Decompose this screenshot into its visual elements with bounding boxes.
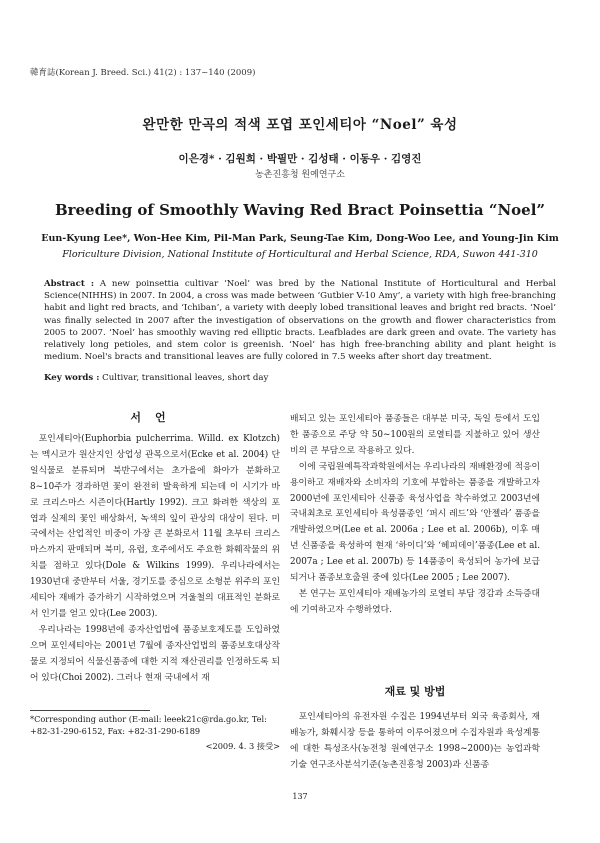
intro-paragraph: 우리나라는 1998년에 종자산업법에 품종보호제도를 도입하였으며 포인세티아는 2001년 7월에 종자산업법의 품종보호대상작물로 지정되어 식물신품종에 대한 지적 재산권리를 인정하도록 되어 있다(Choi 2002). 그러나 현재 국내에서 재 <box>30 624 280 683</box>
keywords-label: Key words : <box>44 373 100 383</box>
received-date: <2009. 4. 3 接受> <box>205 741 280 751</box>
right-paragraph: 이에 국립원예특작과학원에서는 우리나라의 재배환경에 적응이 용이하고 재배자와 소비자의 기호에 부합하는 품종을 개발하고자 2000년에 포인세티아 신품종 육성사업을 착수하였고 2003년에 국내최초로 포인세티아 육성품종인 ‘퍼시 레드’와 ‘안젤라’ 품종을 개발하였으며(Lee et al. 2006a ; Lee et al. 2006b), 이후 매년 신품종을 육성하여 현재 ‘하이디’와 ‘헤피데이’품종(Lee et al. 2007a ; Lee et al. 2007b) 등 14품종이 육성되어 농가에 보급되거나 품종보호출원 중에 있다(Lee 2005 ; Lee 2007). <box>290 461 540 584</box>
right-column <box>290 412 540 619</box>
right-paragraph: 본 연구는 포인세티아 재배농가의 로열티 부담 경감과 소득증대에 기여하고자 수행하였다. <box>290 588 540 615</box>
methods-heading: 재료 및 방법 <box>384 685 446 698</box>
methods-paragraph: 포인세티아의 유전자원 수집은 1994년부터 외국 육종회사, 재배농가, 화훼시장 등을 통하여 이루어졌으며 수집자원과 육성계통에 대한 특성조사(농전청 원예연구소 1998~2000)는 농업과학기술 연구조사분석기준(농촌진흥청 2003)과 신품종 <box>290 712 540 770</box>
abstract-text: A new poinsettia cultivar ‘Noel’ was bred by the National Institute of Horticultural and Herbal Science(NIHHS) in 2007. In 2004, a cross was made between ‘Gutbier V-10 Amy’, a variety with high free-branching habit and light red bracts, and ‘Ichiban’, a variety with deeply lobed transitional leaves and bright red bracts. ‘Noel’ was finally selected in 2007 after the investigation of observations on the growth and flower characteristics from 2005 to 2007. ‘Noel’ has smoothly waving red elliptic bracts. Leafblades are dark green and ovate. The variety has relatively long petioles, and stem color is greenish. ‘Noel’ has high free-branching ability and plant height is medium. Noel's bracts and transitional leaves are fully colored in 7.5 weeks after short day treatment. <box>44 279 556 363</box>
affiliation-english: Floriculture Division, National Institute of Horticultural and Herbal Science, RDA, Suwon 441-310 <box>62 249 538 260</box>
left-column <box>30 432 280 687</box>
title-english: Breeding of Smoothly Waving Red Bract Poinsettia “Noel” <box>54 201 546 219</box>
abstract <box>44 278 556 363</box>
footnote-corresponding-author: *Corresponding author (E-mail: leeek21c@rda.go.kr, Tel: +82-31-290-6152, Fax: +82-31-290-6189 <box>30 714 267 736</box>
keywords-text: Cultivar, transitional leaves, short day <box>99 373 269 383</box>
journal-reference: 韓育誌(Korean J. Breed. Sci.) 41(2) : 137~140 (2009) <box>30 68 256 78</box>
authors-english: Eun-Kyung Lee*, Won-Hee Kim, Pil-Man Park, Seung-Tae Kim, Dong-Woo Lee, and Young-Jin Kim <box>41 233 559 244</box>
page-number: 137 <box>292 792 308 801</box>
footnote-divider <box>30 710 150 711</box>
intro-heading: 서언 <box>130 411 180 424</box>
right-paragraph: 배되고 있는 포인세티아 품종들은 대부분 미국, 독일 등에서 도입한 품종으로 주당 약 50~100원의 로열티를 지불하고 있어 생산비의 큰 부담으로 작용하고 있다. <box>290 414 540 456</box>
methods-text <box>290 710 540 774</box>
abstract-label: Abstract : <box>44 279 95 289</box>
keywords <box>44 373 556 383</box>
affiliation-korean: 농촌진흥청 원예연구소 <box>255 170 345 180</box>
intro-paragraph: 포인세티아(Euphorbia pulcherrima. Willd. ex Klotzch)는 멕시코가 원산지인 상업성 관목으로서(Ecke et al. 2004) 단일식물로 분류되며 북반구에서는 초가을에 화아가 분화하고 8~10주가 경과하면 꽃이 완전히 발육하게 되는데 이 시기가 바로 크리스마스 시즌이다(Hartly 1992). 크고 화려한 색상의 포엽과 실제의 꽃인 배상화서, 녹색의 잎이 관상의 대상이 된다. 미국에서는 산업적인 비중이 가장 큰 분화로서 11월 초부터 크리스마스까지 판매되며 북미, 유럽, 호주에서도 주요한 화훼작물의 위치를 점하고 있다(Dole & Wilkins 1999). 우리나라에서는 1930년대 중반부터 서울, 경기도를 중심으로 소형분 위주의 포인세티아 재배가 증가하기 시작하였으며 겨울철의 대표적인 분화로서 인기를 얻고 있다(Lee 2003). <box>30 434 280 619</box>
authors-korean: 이은경* · 김원희 · 박필만 · 김성태 · 이동우 · 김영진 <box>178 153 422 165</box>
title-korean: 완만한 만곡의 적색 포엽 포인세티아 “Noel” 육성 <box>142 117 458 133</box>
